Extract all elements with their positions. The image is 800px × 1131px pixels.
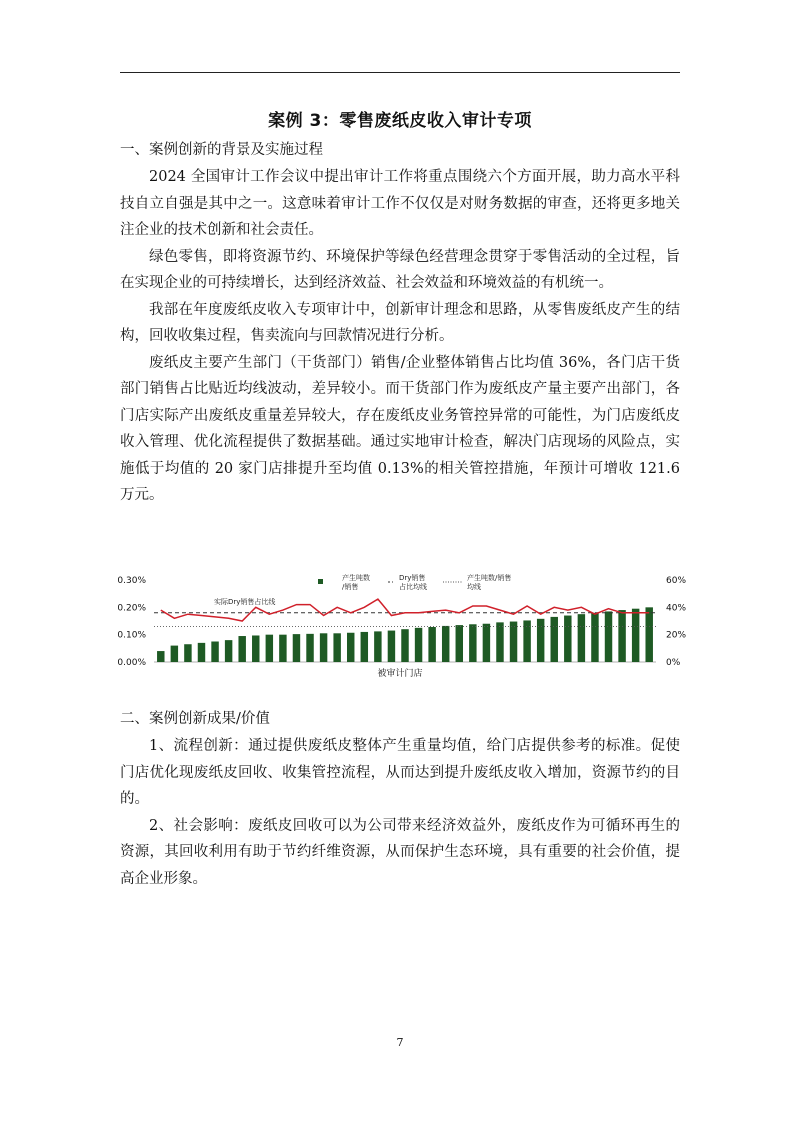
section2-heading: 二、案例创新成果/价值 [120, 711, 270, 727]
bar [225, 640, 232, 662]
bar [401, 629, 408, 662]
section1-body [120, 164, 680, 509]
paragraph: 我部在年度废纸皮收入专项审计中，创新审计理念和思路，从零售废纸皮产生的结构，回收收集过程，售卖流向与回款情况进行分析。 [120, 301, 680, 344]
bar [266, 635, 273, 662]
x-axis-label: 被审计门店 [377, 669, 423, 679]
bar [537, 619, 544, 662]
bar [171, 646, 178, 662]
bar [238, 636, 245, 662]
bar [618, 610, 625, 662]
bar [361, 632, 368, 662]
chart-svg [110, 568, 690, 690]
right-tick-label: 0% [666, 658, 681, 668]
bar [306, 634, 313, 662]
section2-body [120, 733, 680, 892]
bar [551, 617, 558, 662]
left-tick-label: 0.20% [117, 603, 146, 614]
bar [645, 607, 652, 662]
header-rule [120, 72, 680, 73]
bar [320, 633, 327, 662]
bar [211, 642, 218, 663]
right-tick-label: 20% [666, 630, 687, 641]
right-axis [666, 576, 686, 668]
bar [632, 609, 639, 662]
paragraph: 废纸皮主要产生部门（干货部门）销售/企业整体销售占比均值 36%，各门店干货部门销售占比贴近均线波动，差异较小。而干货部门作为废纸皮产量主要产出部门，各门店实际产出废纸皮重量差异较大，存在废纸皮业务管控异常的可能性，为门店废纸皮收入管理、优化流程提供了数据基础。通过实地审计检查，解决门店现场的风险点，实施低于均值的 20 家门店排提升至均值 0.13%的相关管控措施，年预计可增收 121.6 万元。 [120, 354, 680, 503]
bar [564, 616, 571, 662]
bar [442, 626, 449, 662]
bar [496, 622, 503, 662]
bar [483, 624, 490, 662]
bar [198, 643, 205, 662]
page-number: 7 [396, 1036, 404, 1049]
bar [333, 633, 340, 662]
paragraph: 绿色零售，即将资源节约、环境保护等绿色经营理念贯穿于零售活动的全过程，旨在实现企业的可持续增长，达到经济效益、社会效益和环境效益的有机统一。 [120, 248, 680, 291]
legend-bars-label: 产生吨数/销售 [342, 574, 370, 591]
store-chart [110, 568, 690, 690]
bar [279, 635, 286, 662]
bar [469, 624, 476, 662]
bar [374, 631, 381, 662]
bar [415, 628, 422, 662]
bar [157, 651, 164, 662]
left-tick-label: 0.00% [117, 658, 146, 668]
page-title: 案例 3：零售废纸皮收入审计专项 [268, 111, 532, 131]
bar [510, 622, 517, 662]
bar [347, 633, 354, 662]
right-tick-label: 40% [666, 603, 687, 614]
bar [388, 631, 395, 662]
section1-heading: 一、案例创新的背景及实施过程 [120, 142, 323, 158]
paragraph: 1、流程创新：通过提供废纸皮整体产生重量均值，给门店提供参考的标准。促使门店优化现废纸皮回收、收集管控流程，从而达到提升废纸皮收入增加，资源节约的目的。 [120, 738, 680, 807]
paragraph: 2、社会影响：废纸皮回收可以为公司带来经济效益外，废纸皮作为可循环再生的资源，其回收利用有助于节约纤维资源，从而保护生态环境，具有重要的社会价值，提高企业形象。 [120, 817, 680, 887]
bar [605, 611, 612, 662]
bar [591, 613, 598, 662]
bar [252, 635, 259, 662]
bar [456, 625, 463, 662]
bar [428, 627, 435, 662]
bar [184, 644, 191, 662]
bar [293, 634, 300, 662]
legend-dry-label: Dry销售占比均线 [399, 574, 427, 591]
bars-group [157, 607, 653, 662]
paragraph: 2024 全国审计工作会议中提出审计工作将重点围绕六个方面开展，助力高水平科技自立自强是其中之一。这意味着审计工作不仅仅是对财务数据的审查，还将更多地关注企业的技术创新和社会责任。 [120, 169, 680, 238]
left-tick-label: 0.10% [117, 630, 146, 641]
legend-prod-label: 产生吨数/销售均线 [467, 574, 512, 591]
annotation-label: 实际Dry销售占比线 [214, 598, 276, 606]
bar [578, 614, 585, 662]
right-tick-label: 60% [666, 576, 687, 586]
left-tick-label: 0.30% [117, 576, 146, 586]
legend-bars-swatch [318, 579, 323, 584]
